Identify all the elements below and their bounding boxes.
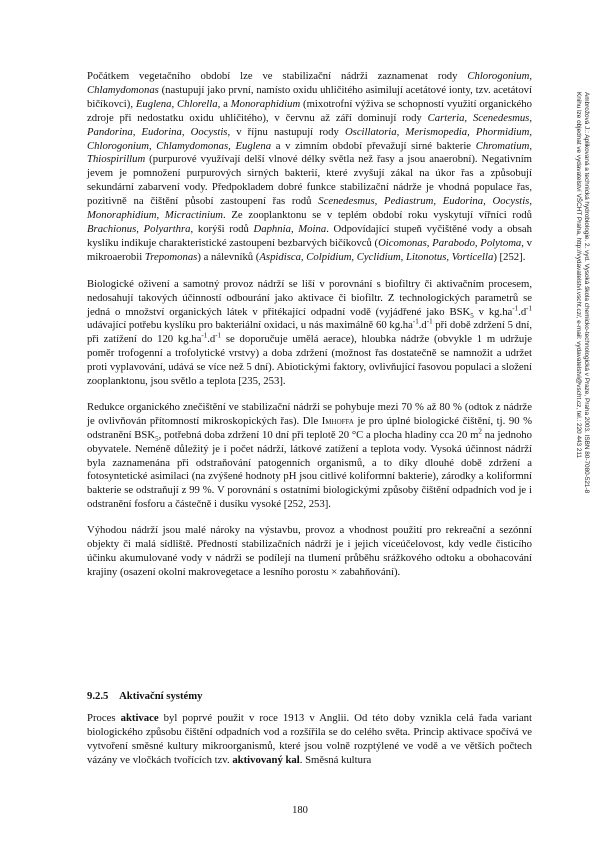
text-run: a: [220, 97, 231, 110]
text-run: se doporučuje umělá aerace), hloubka nádrže (obvykle 1 m udržuje poměr trofogenní a trofolytické vrstvy) a doba zdržení (možnost řas dostatečně se namnožit a udržet proti vyplavování, udává se více než 5 dní). Abiotickými faktory, ovlivňující řasovou populaci a složení zooplanktonu, jsou světlo a teplota [235, 253].: [87, 333, 532, 388]
text-run: , korýši rodů: [190, 222, 254, 235]
citation-line-2: Knihu lze objednat ve vydavatelství VŠCHT Praha, http://vydavatelstvi.vscht.cz/, e-mail: vydavatelstvi@vscht.cz, tel.: 220 443 211: [574, 92, 582, 459]
text-run: je pro úplné biologické čištění, tj. 90 % odstranění BSK: [87, 414, 532, 441]
bold-term: aktivovaný kal: [232, 753, 300, 766]
superscript: -1: [512, 303, 519, 312]
text-run: .d: [418, 319, 427, 332]
paragraph-1: [87, 70, 532, 265]
superscript: 2: [478, 427, 482, 436]
italic-run: Euglena, Chlorella,: [135, 97, 221, 110]
paragraph-2: [87, 278, 532, 389]
text-run: Výhodou nádrží jsou malé nároky na výstavbu, provoz a vhodnost použití pro rekreační a sezónní objekty či malá sídliště. Předností stabilizačních nádrží je i jejich víceúčelovost, kdy vedle čisticího účinku akumulované vody v nádrži se podílejí na tlumení průběhu srážkového odtoku a obohacování krajiny (osazení okolní makrovegetace a lesního porostu × zabahňování).: [87, 524, 532, 578]
section-heading: [87, 690, 203, 702]
text-run: ) [252].: [493, 250, 526, 263]
text-run: Redukce organického znečištění ve stabilizační nádrži se pohybuje mezi 70 % až 80 % (odtok z nádrže je ovlivňován přítomností mikroskopických řas). Dle: [87, 400, 532, 427]
subscript: 5: [470, 311, 474, 320]
subscript: 5: [155, 434, 159, 443]
text-run: .d: [207, 333, 216, 346]
superscript: -1: [412, 317, 419, 326]
body-text: [87, 70, 532, 592]
text-run: Biologické oživení a samotný provoz nádrží se liší v porovnání s biofiltry či aktivačním procesem, nedosahují takových účinností odbourání jako aktivace či biofiltr. Z technologických parametrů se jedná o množství organických látek v přitékající odpadní vodě (vyjádřené jako BSK: [87, 277, 532, 318]
italic-run: Chlorogonium, Chlamydomonas: [87, 70, 532, 96]
superscript: -1: [201, 331, 208, 340]
text-run: . Ze zooplanktonu se v teplém období roku vyskytují vířníci rodů: [223, 209, 532, 222]
italic-run: Brachionus, Polyarthra: [87, 222, 191, 235]
text-run: Počátkem vegetačního období lze ve stabilizační nádrži zaznamenat rody: [87, 70, 468, 82]
italic-run: Oscillatoria, Merismopedia, Phormidium, Chlorogonium, Chlamydomonas, Euglena: [87, 125, 532, 152]
italic-run: Trepomonas: [144, 250, 198, 263]
text-run: (mixotrofní výživa se schopností využití organického zdroje při nedostatku oxidu uhličitého), v červnu až září dominují rody: [87, 97, 532, 124]
text-run: v kg.ha: [473, 305, 513, 318]
paragraph-5: [87, 712, 532, 768]
text-run: Proces: [87, 712, 121, 724]
small-caps-name: Imhoffa: [321, 414, 354, 427]
text-run: ) a nálevníků (: [197, 250, 260, 263]
citation-line-1: Ambrožová J.: Aplikovaná a technická hydrobiologie. 2. vyd. Vysoká škola chemicko-technologická v Praze, Praha 2003. ISBN 80-7080-521-8: [583, 92, 590, 494]
italic-run: Oicomonas, Parabodo, Polytoma: [378, 236, 522, 249]
italic-run: Daphnia, Moina: [253, 222, 327, 235]
text-run: , potřebná doba zdržení 10 dní při teplotě 20 °C a plocha hladiny cca 20 m: [158, 428, 479, 441]
section-title: Aktivační systémy: [119, 690, 203, 702]
text-run: při době zdržení 5 dní, při zatížení do 120 kg.ha: [87, 319, 532, 346]
section-number: 9.2.5: [87, 690, 109, 702]
italic-run: Carteria, Scenedesmus, Pandorina, Eudorina, Oocystis: [87, 111, 533, 138]
text-run: . Směsná kultura: [299, 753, 372, 766]
text-run: na jednoho obyvatele. Neméně důležitý je i počet nádrží, látkové zatížení a teplota vody. Vysoká účinnost nádrží byla zaznamenána při odstraňování patogenních organismů, a to díky dlouhé době zdržení a fotosyntetické asimilaci (na zvýšené hodnoty pH jsou citlivé koliformní bakterie), zárodky a koliformní bakterie se odstraňují z 99 %. V porovnání s ostatními biologickými způsoby čištění odpadních vod je i odstranění fosforu a částečně i dusíku vysoké [252, 253].: [87, 428, 532, 511]
italic-run: Chromatium, Thiospirillum: [87, 139, 532, 166]
text-run: , v mikroaerobii: [87, 236, 532, 263]
text-run: (purpurové využívají delší vlnové délky světla než řasy a jsou anaerobní). Negativním jevem je pomnožení purpurových sirných bakterií, které zvyšují zákal na úkor řas a způsobují sekundární zabarvení vody. Předpokladem dobré funkce stabilizační nádrže je vhodná populace řas, pozitivně na čištění působí zastoupení řas rodů: [87, 153, 532, 208]
page-number: 180: [292, 805, 308, 816]
paragraph-3: [87, 401, 532, 512]
superscript: -1: [215, 331, 222, 340]
bold-term: aktivace: [120, 712, 159, 724]
text-run: byl poprvé použit v roce 1913 v Anglii. Od této doby vznikla celá řada variant biologického způsobu čištění odpadních vod a rozšířila se do celého světa. Princip aktivace spočívá ve vytvoření směsné kultury mikroorganismů, které jsou volně rozptýlené ve vodě a ve větších počtech vázány ve vločkách tvořících tzv.: [87, 712, 532, 766]
text-run: . Odpovídající stupeň vyčištěné vody a obsah kyslíku indikuje charakteristické zastoupení bezbarvých bičíkovců (: [87, 222, 532, 249]
superscript: -1: [426, 317, 433, 326]
text-run: .d: [518, 305, 527, 318]
italic-run: Monoraphidium: [230, 97, 301, 110]
section-body: [87, 712, 532, 780]
text-run: , v říjnu nastupují rody: [227, 125, 345, 138]
citation-sidebar: [568, 92, 600, 652]
text-run: a v zimním období převažují sirné bakterie: [271, 139, 476, 152]
paragraph-4: [87, 524, 532, 580]
text-run: (nastupují jako první, namísto oxidu uhličitého asimilují acetátové ionty, tzv. acetátoví bičíkovci),: [87, 83, 532, 110]
italic-run: Aspidisca, Colpidium, Cyclidium, Litonotus, Vorticella: [259, 250, 494, 263]
text-run: udávající potřebu kyslíku pro bakteriální oxidaci, u nás maximálně 60 kg.ha: [87, 319, 413, 332]
superscript: -1: [526, 303, 532, 312]
italic-run: Scenedesmus, Pediastrum, Eudorina, Oocystis, Monoraphidium, Micractinium: [87, 195, 532, 222]
